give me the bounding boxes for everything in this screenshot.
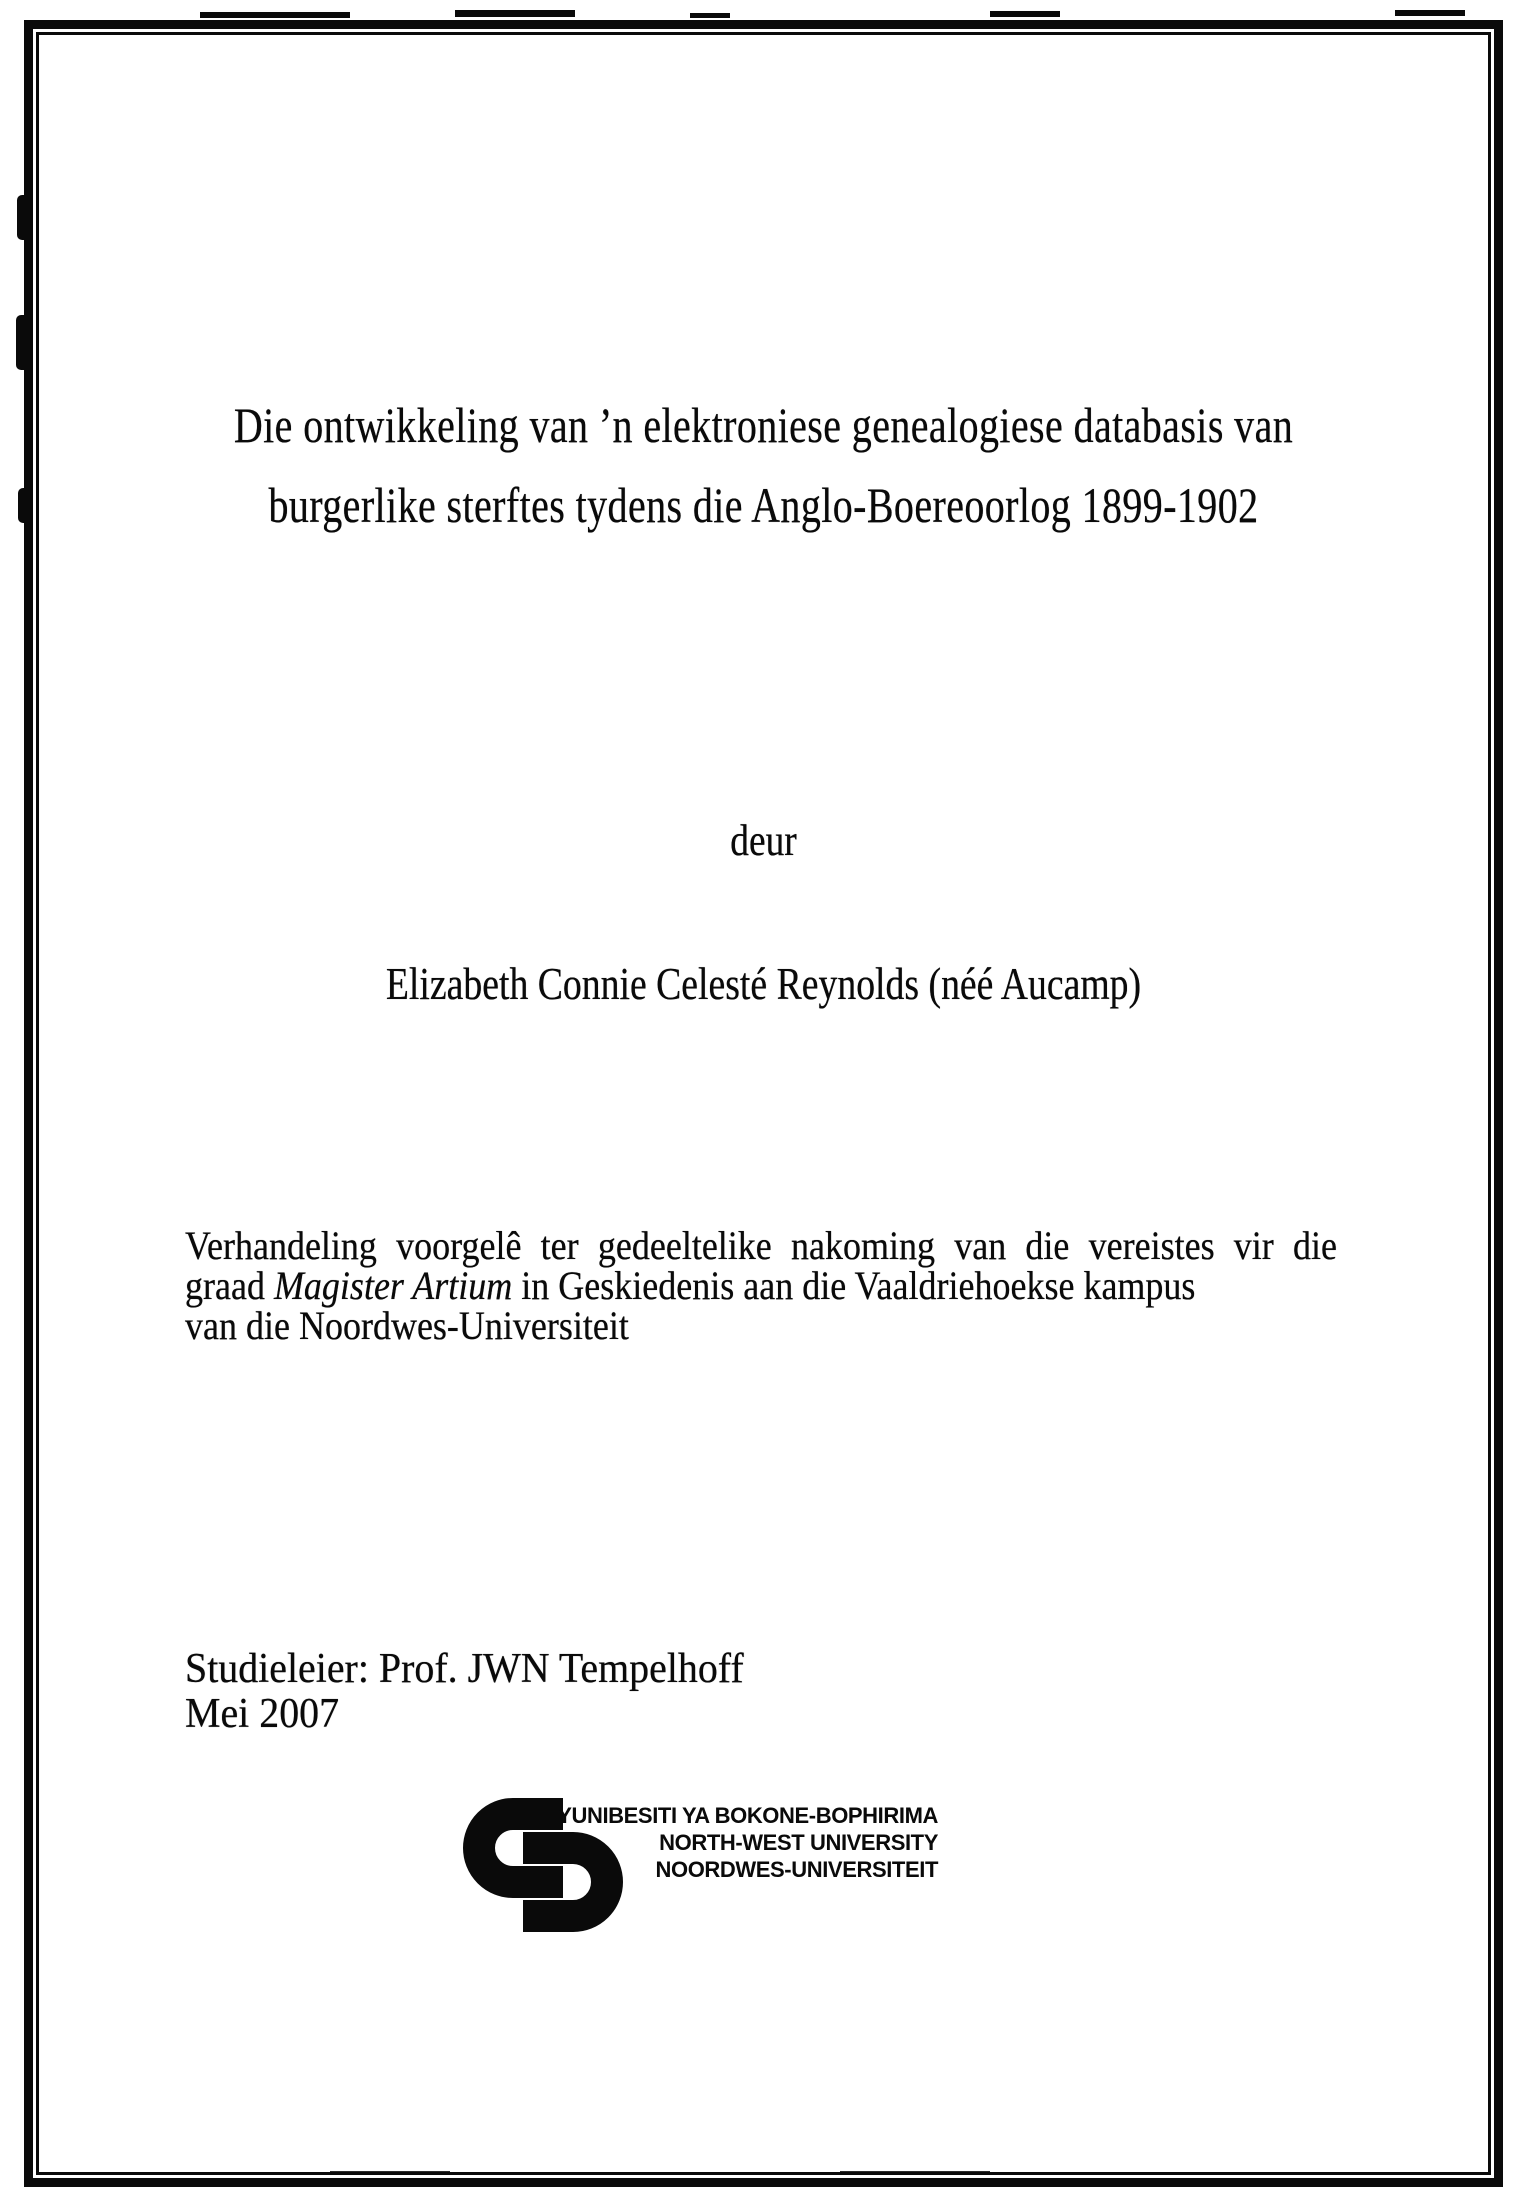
university-logo-text xyxy=(557,1802,938,1883)
logo-name-afrikaans: NOORDWES-UNIVERSITEIT xyxy=(655,1857,938,1882)
date-line: Mei 2007 xyxy=(185,1691,340,1737)
thesis-title-line1: Die ontwikkeling van ’n elektroniese genealogiese databasis van xyxy=(233,397,1294,453)
scan-artifact xyxy=(690,13,730,18)
byline-label: deur xyxy=(730,816,797,865)
statement-line2-post: in Geskiedenis aan die Vaaldriehoekse kampus xyxy=(521,1263,1196,1308)
supervisor-line: Studieleier: Prof. JWN Tempelhoff xyxy=(185,1646,744,1692)
logo-name-english: NORTH-WEST UNIVERSITY xyxy=(659,1830,938,1855)
scan-artifact xyxy=(455,10,575,17)
submission-statement xyxy=(185,1223,1337,1348)
scan-artifact xyxy=(990,11,1060,17)
supervisor-block xyxy=(185,1647,744,1737)
scan-artifact xyxy=(1395,10,1465,16)
statement-line2-pre: graad xyxy=(185,1263,265,1308)
logo-name-setswana: YUNIBESITI YA BOKONE-BOPHIRIMA xyxy=(557,1803,938,1828)
scan-artifact xyxy=(200,12,350,18)
author-name: Elizabeth Connie Celesté Reynolds (néé Aucamp) xyxy=(385,958,1142,1009)
statement-degree-name: Magister Artium xyxy=(273,1263,513,1308)
thesis-title-line2: burgerlike sterftes tydens die Anglo-Boereoorlog 1899-1902 xyxy=(268,477,1259,533)
statement-line3: van die Noordwes-Universiteit xyxy=(185,1303,629,1348)
statement-line1: Verhandeling voorgelê ter gedeeltelike nakoming van die vereistes vir die xyxy=(185,1223,1337,1268)
statement-line2 xyxy=(185,1263,1337,1308)
thesis-title xyxy=(153,385,1375,545)
